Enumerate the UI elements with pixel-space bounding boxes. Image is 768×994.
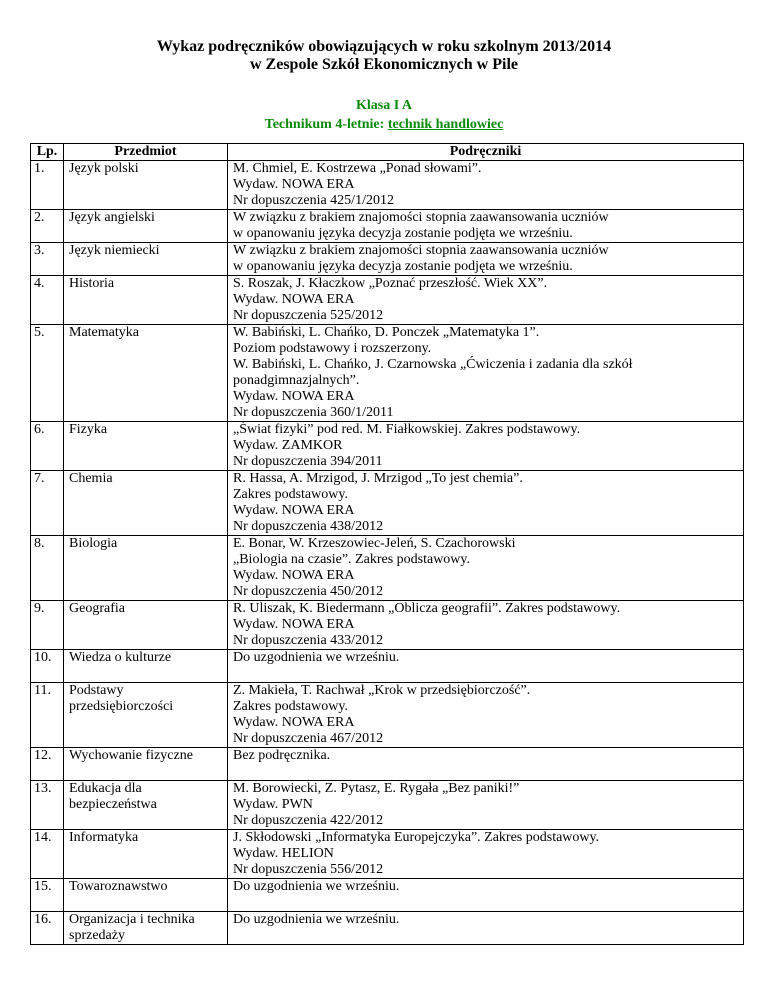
textbook-line: Poziom podstawowy i rozszerzony.	[233, 341, 432, 356]
textbook-info	[228, 471, 744, 536]
textbook-line: W. Babiński, L. Chańko, D. Ponczek „Matematyka 1”.	[233, 325, 540, 340]
textbook-line: „Biologia na czasie”. Zakres podstawowy.	[233, 552, 471, 567]
subject-name: Informatyka	[64, 830, 228, 879]
textbook-line: Wydaw. NOWA ERA	[233, 617, 355, 632]
textbook-line: W związku z brakiem znajomości stopnia zaawansowania uczniów	[233, 210, 609, 225]
class-label: Klasa I A	[355, 98, 412, 113]
row-number: 6.	[31, 422, 64, 471]
textbook-line: Wydaw. NOWA ERA	[233, 292, 355, 307]
subject-name: Język polski	[64, 161, 228, 210]
subject-name: Wychowanie fizyczne	[64, 748, 228, 781]
subject-name: Fizyka	[64, 422, 228, 471]
row-number: 10.	[31, 650, 64, 683]
subject-name: Wiedza o kulturze	[64, 650, 228, 683]
row-number: 12.	[31, 748, 64, 781]
row-number: 13.	[31, 781, 64, 830]
textbook-info	[228, 161, 744, 210]
subject-name: Matematyka	[64, 325, 228, 422]
subject-name: Podstawy przedsiębiorczości	[64, 683, 228, 748]
textbook-info	[228, 276, 744, 325]
textbook-info	[228, 781, 744, 830]
document-title: Wykaz podręczników obowiązujących w roku szkolnym 2013/2014	[156, 38, 612, 55]
textbook-line: J. Skłodowski „Informatyka Europejczyka”. Zakres podstawowy.	[233, 830, 600, 845]
row-number: 8.	[31, 536, 64, 601]
school-line	[0, 116, 768, 133]
row-number: 4.	[31, 276, 64, 325]
textbook-line: Nr dopuszczenia 450/2012	[233, 584, 384, 599]
row-number: 1.	[31, 161, 64, 210]
subject-name: Biologia	[64, 536, 228, 601]
table-row	[31, 243, 744, 276]
subject-name: Język niemiecki	[64, 243, 228, 276]
table-row	[31, 536, 744, 601]
textbook-line: Bez podręcznika.	[233, 748, 331, 763]
textbook-line: Wydaw. NOWA ERA	[233, 177, 355, 192]
textbook-line: Wydaw. NOWA ERA	[233, 568, 355, 583]
textbook-line: E. Bonar, W. Krzeszowiec-Jeleń, S. Czachorowski	[233, 536, 516, 551]
textbook-line: Nr dopuszczenia 525/2012	[233, 308, 384, 323]
subject-name: Edukacja dla bezpieczeństwa	[64, 781, 228, 830]
table-row	[31, 601, 744, 650]
textbook-line: Nr dopuszczenia 556/2012	[233, 862, 384, 877]
table-row	[31, 781, 744, 830]
textbook-line: Zakres podstawowy.	[233, 487, 348, 502]
textbook-line: Nr dopuszczenia 438/2012	[233, 519, 384, 534]
textbook-line: Wydaw. NOWA ERA	[233, 715, 355, 730]
textbook-line: w opanowaniu języka decyzja zostanie podjęta we wrześniu.	[233, 259, 573, 274]
textbook-line: Do uzgodnienia we wrześniu.	[233, 879, 400, 894]
textbook-line: ponadgimnazjalnych”.	[233, 373, 360, 388]
textbook-line: Do uzgodnienia we wrześniu.	[233, 912, 400, 927]
textbook-line: M. Chmiel, E. Kostrzewa „Ponad słowami”.	[233, 161, 482, 176]
table-row	[31, 912, 744, 945]
textbook-line: M. Borowiecki, Z. Pytasz, E. Rygała „Bez paniki!”	[233, 781, 520, 796]
subject-name: Geografia	[64, 601, 228, 650]
textbook-info	[228, 243, 744, 276]
table-row	[31, 650, 744, 683]
subject-name: Towaroznawstwo	[64, 879, 228, 912]
textbook-info	[228, 325, 744, 422]
textbook-line: Wydaw. NOWA ERA	[233, 503, 355, 518]
textbook-line: Do uzgodnienia we wrześniu.	[233, 650, 400, 665]
table-row	[31, 748, 744, 781]
textbook-info	[228, 912, 744, 945]
row-number: 3.	[31, 243, 64, 276]
row-number: 15.	[31, 879, 64, 912]
textbook-line: R. Uliszak, K. Biedermann „Oblicza geografii”. Zakres podstawowy.	[233, 601, 621, 616]
textbook-line: Nr dopuszczenia 467/2012	[233, 731, 384, 746]
textbook-info	[228, 650, 744, 683]
textbook-info	[228, 830, 744, 879]
table-row	[31, 276, 744, 325]
textbook-info	[228, 748, 744, 781]
table-row	[31, 161, 744, 210]
specialty-label: technik handlowiec	[387, 117, 504, 132]
table-header-row	[31, 144, 744, 161]
textbook-line	[233, 895, 738, 911]
row-number: 7.	[31, 471, 64, 536]
textbook-line: Z. Makieła, T. Rachwał „Krok w przedsiębiorczość”.	[233, 683, 531, 698]
textbook-info	[228, 879, 744, 912]
row-number: 2.	[31, 210, 64, 243]
textbook-line: „Świat fizyki” pod red. M. Fiałkowskiej. Zakres podstawowy.	[233, 422, 581, 437]
textbook-line: Wydaw. NOWA ERA	[233, 389, 355, 404]
textbook-line: R. Hassa, A. Mrzigod, J. Mrzigod „To jest chemia”.	[233, 471, 523, 486]
textbook-table	[30, 143, 744, 945]
row-number: 16.	[31, 912, 64, 945]
textbook-line: Nr dopuszczenia 360/1/2011	[233, 405, 394, 420]
textbook-line: Wydaw. ZAMKOR	[233, 438, 343, 453]
textbook-line: Wydaw. HELION	[233, 846, 334, 861]
header-books: Podręczniki	[228, 144, 744, 161]
textbook-line: w opanowaniu języka decyzja zostanie podjęta we wrześniu.	[233, 226, 573, 241]
textbook-line: Nr dopuszczenia 425/1/2012	[233, 193, 394, 208]
textbook-line: W związku z brakiem znajomości stopnia zaawansowania uczniów	[233, 243, 609, 258]
table-row	[31, 325, 744, 422]
textbook-info	[228, 601, 744, 650]
textbook-info	[228, 536, 744, 601]
textbook-line	[233, 764, 738, 780]
textbook-line: Nr dopuszczenia 394/2011	[233, 454, 383, 469]
school-prefix: Technikum 4-letnie:	[264, 117, 385, 132]
subject-name: Język angielski	[64, 210, 228, 243]
textbook-line: Nr dopuszczenia 433/2012	[233, 633, 384, 648]
subject-name: Historia	[64, 276, 228, 325]
document-subtitle: w Zespole Szkół Ekonomicznych w Pile	[249, 56, 518, 73]
textbook-info	[228, 210, 744, 243]
row-number: 14.	[31, 830, 64, 879]
textbook-line: W. Babiński, L. Chańko, J. Czarnowska „Ćwiczenia i zadania dla szkół	[233, 357, 633, 372]
header-lp: Lp.	[31, 144, 64, 161]
row-number: 5.	[31, 325, 64, 422]
table-row	[31, 422, 744, 471]
row-number: 11.	[31, 683, 64, 748]
textbook-line: Wydaw. PWN	[233, 797, 313, 812]
row-number: 9.	[31, 601, 64, 650]
table-row	[31, 210, 744, 243]
table-row	[31, 879, 744, 912]
subject-name: Chemia	[64, 471, 228, 536]
header-subject: Przedmiot	[64, 144, 228, 161]
textbook-line: S. Roszak, J. Kłaczkow „Poznać przeszłość. Wiek XX”.	[233, 276, 548, 291]
textbook-line: Nr dopuszczenia 422/2012	[233, 813, 384, 828]
textbook-line	[233, 928, 738, 944]
textbook-line: Zakres podstawowy.	[233, 699, 348, 714]
textbook-info	[228, 422, 744, 471]
textbook-info	[228, 683, 744, 748]
subject-name: Organizacja i technika sprzedaży	[64, 912, 228, 945]
table-row	[31, 471, 744, 536]
table-row	[31, 683, 744, 748]
table-row	[31, 830, 744, 879]
textbook-line	[233, 666, 738, 682]
